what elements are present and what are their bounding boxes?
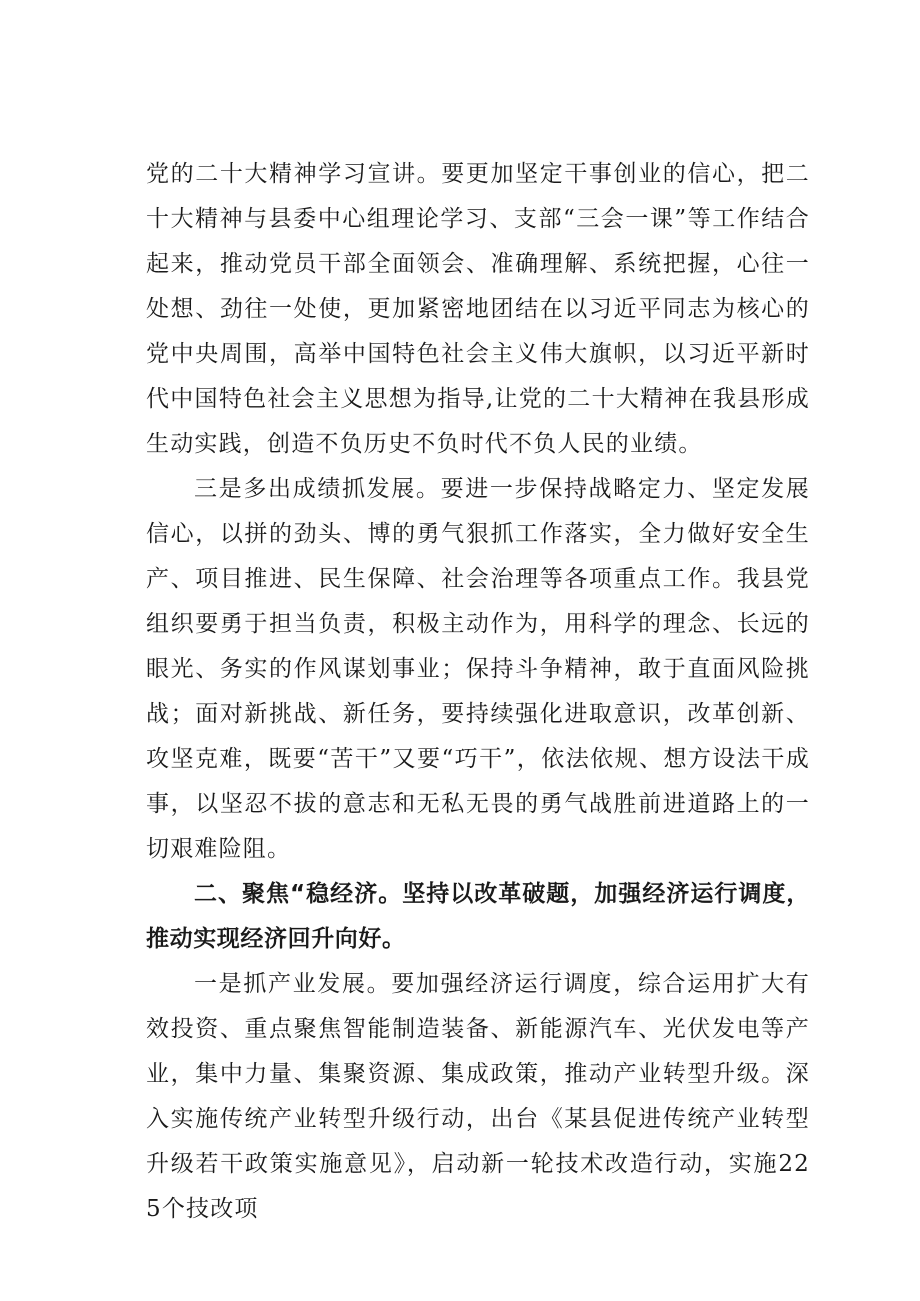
section-heading-stabilize-economy: 二、聚焦“稳经济。坚持以改革破题，加强经济运行调度，推动实现经济回升向好。 [146, 881, 810, 952]
paragraph-develop-achievements: 三是多出成绩抓发展。要进一步保持战略定力、坚定发展信心，以拼的劲头、博的勇气狠抓工作落实，全力做好安全生产、项目推进、民生保障、社会治理等各项重点工作。我县党组织要勇于担当负责，积极主动作为，用科学的理念、长远的眼光、务实的作风谋划事业；保持斗争精神，敢于直面风险挑战；面对新挑战、新任务，要持续强化进取意识，改革创新、攻坚克难，既要“苦干”又要“巧干”，依法依规、想方设法干成事，以坚忍不拔的意志和无私无畏的勇气战胜前进道路上的一切艰难险阻。 [146, 476, 810, 862]
paragraph-industry-development: 一是抓产业发展。要加强经济运行调度，综合运用扩大有效投资、重点聚焦智能制造装备、新能源汽车、光伏发电等产业，集中力量、集聚资源、集成政策，推动产业转型升级。深入实施传统产业转型升级行动，出台《某县促进传统产业转型升级若干政策实施意见》，启动新一轮技术改造行动，实施225个技改项 [146, 971, 810, 1222]
paragraph-continuation: 党的二十大精神学习宣讲。要更加坚定干事创业的信心，把二十大精神与县委中心组理论学习、支部“三会一课”等工作结合起来，推动党员干部全面领会、准确理解、系统把握，心往一处想、劲往一处使，更加紧密地团结在以习近平同志为核心的党中央周围，高举中国特色社会主义伟大旗帜，以习近平新时代中国特色社会主义思想为指导,让党的二十大精神在我县形成生动实践，创造不负历史不负时代不负人民的业绩。 [146, 161, 810, 457]
document-body [146, 152, 810, 1232]
